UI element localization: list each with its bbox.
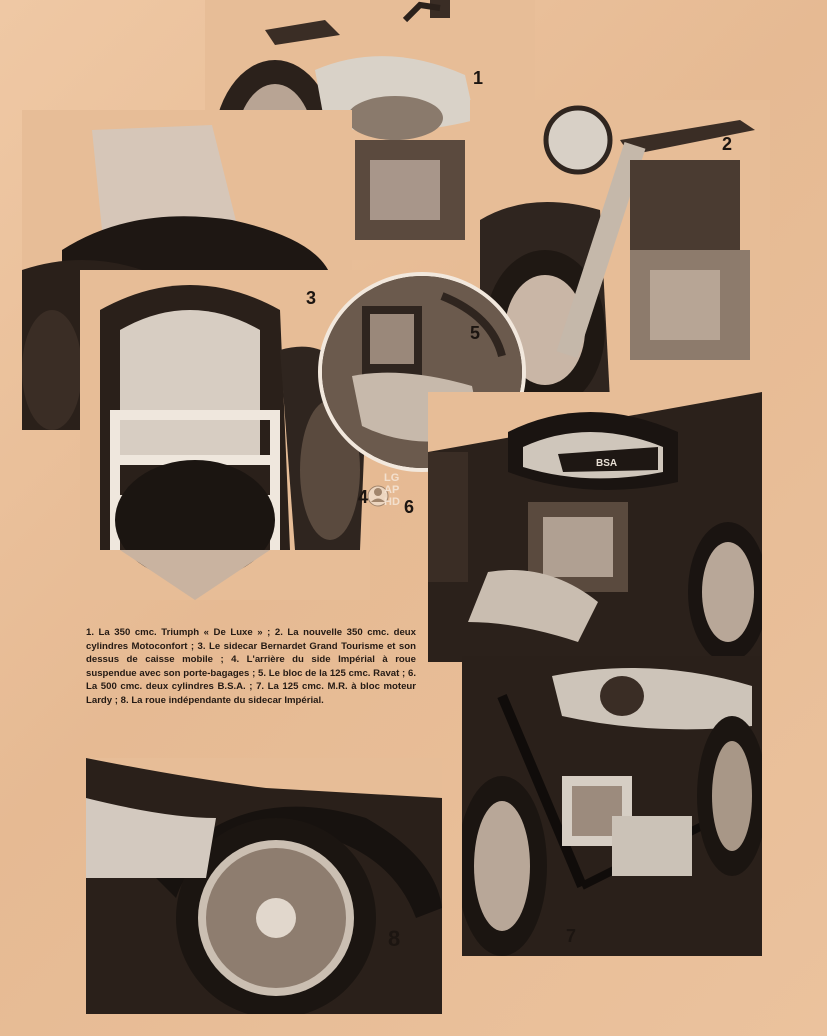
- photo-caption: 1. La 350 cmc. Triumph « De Luxe » ; 2. La nouvelle 350 cmc. deux cylindres Motoconfort ; 3. Le sidecar Bernardet Grand Tourisme et son dessus de caisse mobile ; 4. L'arrière du side Impérial à roue suspendue avec son porte-bagages ; 5. Le bloc de la 125 cmc. Ravat ; 6. La 500 cmc. deux cylindres B.S.A. ; 7. La 125 cmc. M.R. à bloc moteur Lardy ; 8. La roue indépendante du sidecar Impérial.: [86, 627, 416, 706]
- photo-number-6: 6: [404, 497, 415, 517]
- svg-text:BSA: BSA: [596, 458, 618, 469]
- photo-number-8: 8: [388, 926, 401, 951]
- photo-imperial-wheel: [86, 758, 442, 1014]
- bsa-motorcycle-image: [428, 392, 762, 662]
- photo-bsa-500: [428, 392, 762, 662]
- photo-number-3: 3: [306, 288, 317, 308]
- photo-mr-125-lardy: [462, 656, 762, 956]
- imperial-wheel-image: [86, 758, 442, 1014]
- photo-number-7: 7: [566, 926, 577, 946]
- photo-number-1: 1: [473, 68, 484, 88]
- mr-125-motorcycle-image: [462, 656, 762, 956]
- photo-number-5: 5: [470, 323, 481, 343]
- photo-number-4: 4: [358, 487, 369, 507]
- watermark-logo: [366, 470, 418, 522]
- watermark-text: LG AP HD: [384, 472, 400, 508]
- photo-side-imperial-rear: [80, 270, 370, 600]
- side-imperial-rear-image: [80, 270, 370, 600]
- photo-number-2: 2: [722, 134, 733, 154]
